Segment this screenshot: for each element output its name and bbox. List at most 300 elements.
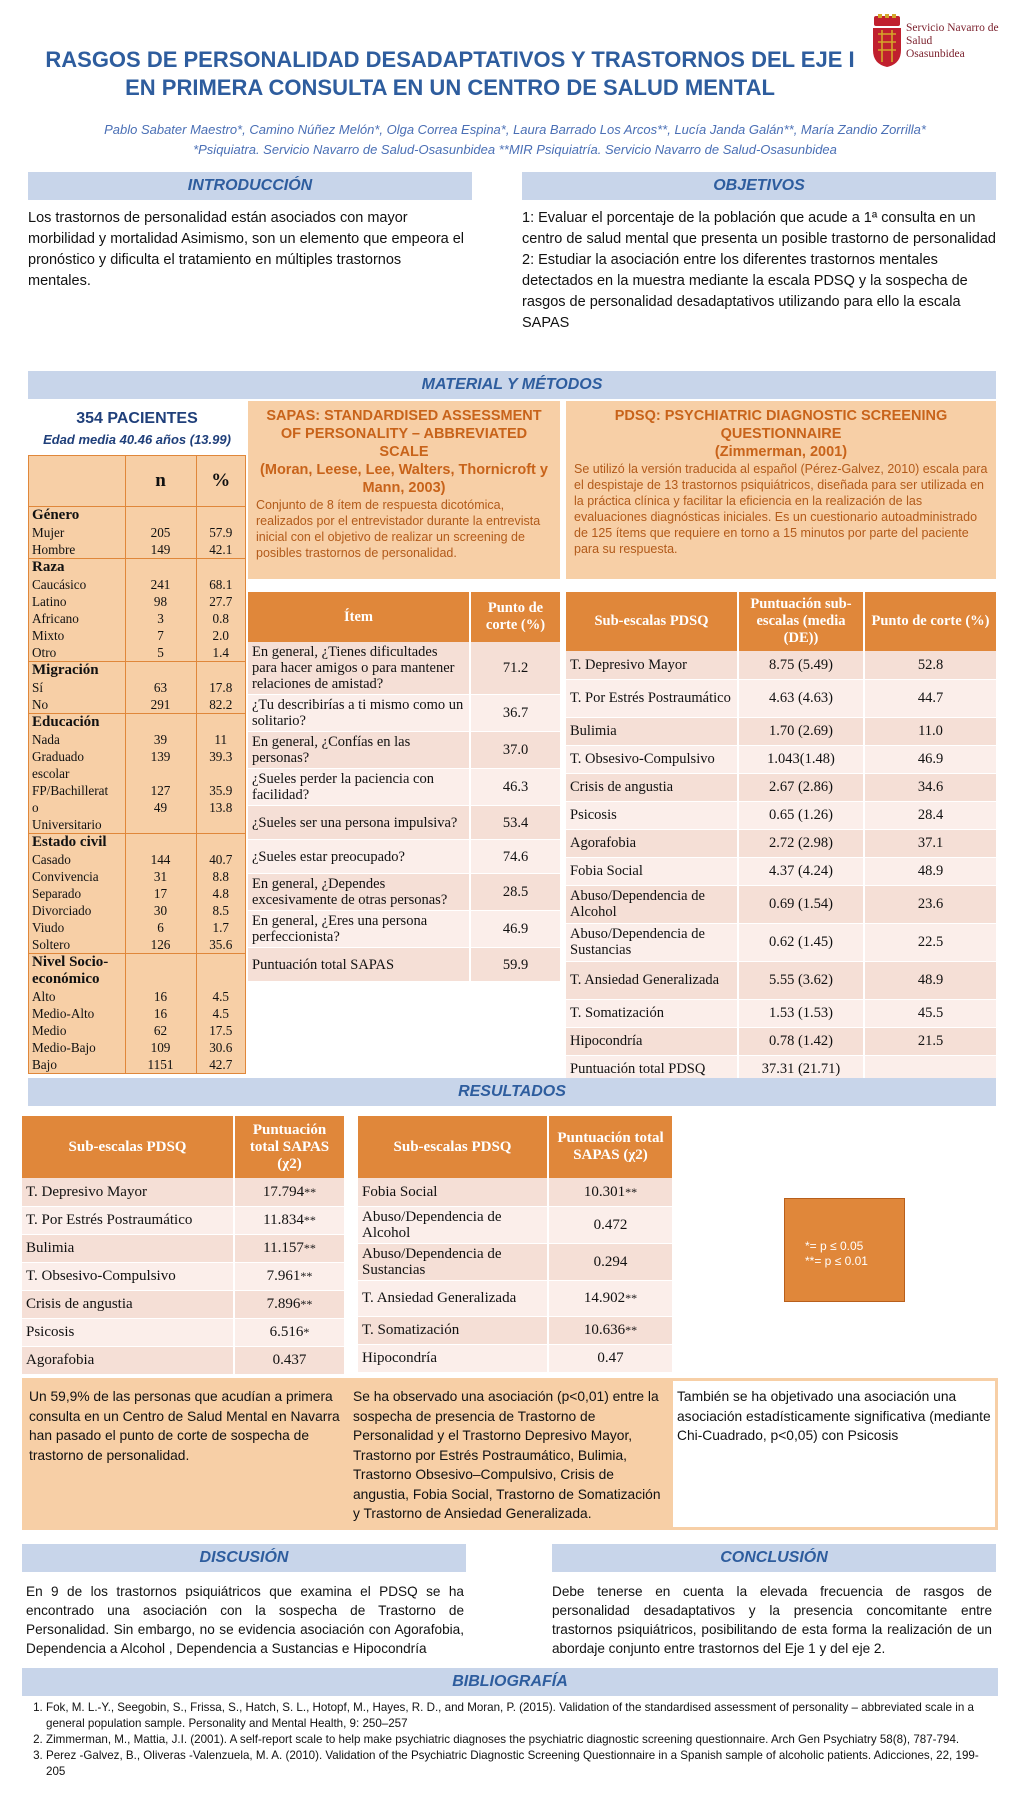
results-subscale-name: Bulimia [22,1234,234,1262]
demographics-section-label: económico [29,971,125,988]
demographics-row [29,1005,245,1022]
pdsq-subscale-score: 37.31 (21.71) [738,1055,864,1083]
pdsq-subscale-cutoff: 45.5 [864,999,996,1027]
sapas-row [248,948,560,982]
pdsq-subscale-cutoff: 44.7 [864,679,996,717]
demographics-label: Medio [29,1022,125,1039]
demographics-label: Latino [29,593,125,610]
demographics-section-label: Nivel Socio- [29,954,125,972]
demographics-n [125,559,196,577]
pdsq-subscale-name: Fobia Social [566,857,738,885]
pdsq-subscale-name: Bulimia [566,717,738,745]
results-row [358,1280,672,1316]
discussion-heading: DISCUSIÓN [22,1544,466,1572]
pdsq-subscale-score: 0.65 (1.26) [738,801,864,829]
pdsq-row [566,801,996,829]
results-left-col-sapas: Puntuación total SAPAS (χ2) [234,1116,344,1178]
demographics-pct: 39.3 [209,749,233,764]
authors: Pablo Sabater Maestro*, Camino Núñez Melón*, Olga Correa Espina*, Laura Barrado Los Arcos**, Lucía Janda Galán**, María Zandio Zorrilla* [104,122,926,137]
finding-3: También se ha objetivado una asociación una asociación estadísticamente significativa (mediante Chi-Cuadrado, p<0,05) con Psicosis [673,1381,995,1527]
demographics-pct: 13.8 [209,800,233,815]
results-row [22,1290,344,1318]
results-subscale-name: Crisis de angustia [22,1290,234,1318]
sapas-item: ¿Sueles perder la paciencia con facilidad? [248,769,470,806]
sapas-cutoff-value: 37.0 [470,732,560,769]
results-chi2-cell [548,1206,672,1243]
demographics-section-label: Género [29,507,125,525]
results-chi2-value: 7.961 [266,1268,301,1284]
demographics-row [29,679,245,696]
results-row [22,1262,344,1290]
pdsq-col-score: Puntuación sub-escalas (media (DE)) [738,592,864,651]
bibliography-item: 1. Fok, M. L.-Y., Seegobin, S., Frissa, S., Hatch, S. L., Hotopf, M., Hayes, R. D., and Moran, P. (2015). Validation of the standardised assessment of personality – abbreviated scale in a general population sample. Personality and Mental Health, 9: 250–257 [46,1700,992,1732]
demographics-label: Nada [29,731,125,748]
results-subscale-name: Abuso/Dependencia de Alcohol [358,1206,548,1243]
pdsq-subscale-score: 5.55 (3.62) [738,961,864,999]
demographics-section-label: Educación [29,714,125,732]
demographics-pct: 11 [214,732,228,747]
pdsq-subscale-score: 2.72 (2.98) [738,829,864,857]
demographics-pct: 42.1 [209,542,233,557]
sapas-item: ¿Sueles estar preocupado? [248,840,470,874]
demographics-n [125,971,196,988]
logo [870,14,1018,68]
demographics-n [125,662,196,680]
finding-1: Un 59,9% de las personas que acudían a primera consulta en un Centro de Salud Mental en Navarra han pasado el punto de corte de sospecha de trastorno de personalidad. [29,1389,340,1463]
results-subscale-name: Fobia Social [358,1178,548,1206]
demographics-n: 291 [125,696,196,714]
demographics-n [125,834,196,852]
demographics-row [29,782,245,799]
results-chi2-cell [234,1234,344,1262]
demographics-label: escolar [29,765,125,782]
results-subscale-name: T. Ansiedad Generalizada [358,1280,548,1316]
pdsq-subscale-name: Crisis de angustia [566,773,738,801]
demographics-row [29,524,245,541]
demographics-label: Soltero [29,936,125,954]
pdsq-row [566,679,996,717]
pdsq-subscale-name: T. Depresivo Mayor [566,651,738,679]
significance-marker: ** [625,1184,638,1199]
results-chi2-value: 10.636 [583,1322,626,1338]
sapas-cutoff-value: 71.2 [470,642,560,695]
pdsq-subscale-name: Hipocondría [566,1027,738,1055]
results-heading: RESULTADOS [28,1078,996,1106]
demographics-n: 126 [125,936,196,954]
results-chi2-value: 0.47 [597,1350,624,1366]
findings-panel [22,1378,998,1530]
pdsq-subscale-name: Psicosis [566,801,738,829]
authors-block [20,120,1010,160]
pdsq-subscale-name: T. Obsesivo-Compulsivo [566,745,738,773]
discussion-text: En 9 de los trastornos psiquiátricos que examina el PDSQ se ha encontrado una asociación con la sospecha de Trastorno de Personalidad. Sin embargo, no se evidencia asociación con Agorafobia, Dependencia a Alcohol , Dependencia a Sustancias e Hipocondría [26,1584,464,1656]
results-chi2-cell [548,1344,672,1372]
pdsq-col-subscale: Sub-escalas PDSQ [566,592,738,651]
demographics-section-row [29,559,245,577]
pdsq-subscale-name: T. Por Estrés Postraumático [566,679,738,717]
demographics-pct: 1.4 [212,645,229,660]
demographics-n: 5 [125,644,196,662]
demographics-label: Otro [29,644,125,662]
demo-head-n: n [125,456,196,507]
demographics-label: Universitario [29,816,125,834]
demographics-section-label: Migración [29,662,125,680]
demographics-label: Medio-Bajo [29,1039,125,1056]
pdsq-row [566,961,996,999]
results-chi2-cell [234,1178,344,1206]
pdsq-description: Se utilizó la versión traducida al español (Pérez-Galvez, 2010) escala para el despistaje de 13 trastornos psiquiátricos, diseñada para ser utilizada en la práctica clínica y facilitar la eficiencia en la realización de las evaluaciones diagnósticas iniciales. Es un cuestionario autoadministrado de 125 ítems que requiere en torno a 15 minutos por parte del paciente para su respuesta. [574,462,988,556]
title-line-1: RASGOS DE PERSONALIDAD DESADAPTATIVOS Y TRASTORNOS DEL EJE I [45,47,855,72]
sapas-reference: (Moran, Leese, Lee, Walters, Thornicroft y Mann, 2003) [260,462,548,496]
demographics-section-row [29,954,245,972]
demographics-n: 1151 [125,1056,196,1073]
objective-2: 2: Estudiar la asociación entre los diferentes trastornos mentales detectados en la muestra mediante la escala PDSQ y la sospecha de rasgos de personalidad desadaptativos utilizando para ello la escala SAPAS [522,252,968,331]
demographics-pct: 35.9 [209,783,233,798]
objectives-text [522,208,1000,334]
sapas-box [248,401,560,579]
results-subscale-name: Psicosis [22,1318,234,1346]
mean-age: Edad media 40.46 años (13.99) [43,432,231,447]
demographics-row [29,902,245,919]
demographics-label: o [29,799,125,816]
sapas-col-cutoff: Punto de corte (%) [470,592,560,642]
significance-marker: ** [625,1323,638,1337]
sapas-item: ¿Sueles ser una persona impulsiva? [248,806,470,840]
sapas-description: Conjunto de 8 ítem de respuesta dicotómica, realizados por el entrevistador durante la entrevista inicial con el objetivo de realizar un screening de posibles trastornos de personalidad. [256,498,541,560]
results-chi2-cell [234,1206,344,1234]
demographics-pct: 30.6 [209,1040,233,1055]
conclusion-text: Debe tenerse en cuenta la elevada frecuencia de rasgos de personalidad desadaptativos y la presencia concomitante entre trastornos psiquiátricos, posibilitando de esta forma la realización de un abordaje conjunto entre trastornos del Eje 1 y del eje 2. [552,1584,992,1656]
demographics-pct: 17.5 [209,1023,233,1038]
demographics-label: Mujer [29,524,125,541]
pdsq-row [566,923,996,961]
demographics-row [29,1056,245,1073]
demographics-pct [196,816,245,834]
demographics-label: Viudo [29,919,125,936]
objective-1: 1: Evaluar el porcentaje de la población que acude a 1ª consulta en un centro de salud mental que presenta un posible trastorno de personalidad [522,210,996,247]
results-chi2-value: 7.896 [266,1296,301,1312]
demographics-pct: 35.6 [209,937,233,952]
sapas-cutoff-value: 28.5 [470,874,560,911]
results-table-left [22,1116,344,1375]
demographics-n: 39 [125,731,196,748]
sapas-cutoff-value: 46.3 [470,769,560,806]
results-chi2-cell [234,1290,344,1318]
sapas-row [248,806,560,840]
demographics-n [125,816,196,834]
pdsq-row [566,745,996,773]
poster-title [20,46,880,102]
demographics-n: 98 [125,593,196,610]
demographics-pct [196,765,245,782]
bibliography-item: 3. Perez -Galvez, B., Oliveras -Valenzuela, M. A. (2010). Validation of the Psychiatric Diagnostic Screening Questionnaire in a Spanish sample of alcoholic patients. Adicciones, 22, 199-205 [46,1748,992,1780]
significance-marker: ** [304,1184,317,1199]
results-chi2-cell [234,1346,344,1374]
demographics-row [29,816,245,834]
demographics-pct: 4.5 [212,1006,229,1021]
demographics-n: 30 [125,902,196,919]
pdsq-row [566,1027,996,1055]
results-row [358,1206,672,1243]
sapas-row [248,874,560,911]
pdsq-subscales-table [566,592,996,1084]
pdsq-subscale-score: 0.78 (1.42) [738,1027,864,1055]
demographics-row [29,1039,245,1056]
results-chi2-value: 11.157 [263,1240,304,1256]
pdsq-subscale-score: 2.67 (2.86) [738,773,864,801]
demographics-n [125,765,196,782]
sapas-item: En general, ¿Eres una persona perfeccionista? [248,911,470,948]
pdsq-row [566,885,996,923]
results-chi2-value: 0.472 [593,1216,628,1233]
demographics-label: Divorciado [29,902,125,919]
demographics-section-row [29,714,245,732]
demographics-pct: 2.0 [212,628,229,643]
demographics-label: Hombre [29,541,125,559]
demographics-row [29,851,245,868]
demographics-row [29,593,245,610]
demographics-label: No [29,696,125,714]
pdsq-subscale-cutoff: 23.6 [864,885,996,923]
pdsq-subscale-score: 8.75 (5.49) [738,651,864,679]
pdsq-subscale-cutoff: 11.0 [864,717,996,745]
results-right-col-subscale: Sub-escalas PDSQ [358,1116,548,1178]
results-subscale-name: T. Obsesivo-Compulsivo [22,1262,234,1290]
sapas-table-header [248,592,560,642]
pdsq-subscale-name: Abuso/Dependencia de Sustancias [566,923,738,961]
demographics-pct: 0.8 [212,611,229,626]
demographics-label: Convivencia [29,868,125,885]
demographics-row [29,799,245,816]
sapas-row [248,769,560,806]
results-row [22,1206,344,1234]
demographics-pct: 27.7 [209,594,233,609]
significance-marker: ** [300,1269,313,1283]
demographics-label: FP/Bachillerat [29,782,125,799]
pdsq-subscale-score: 1.53 (1.53) [738,999,864,1027]
significance-marker: * [303,1325,310,1339]
significance-marker: ** [300,1297,313,1311]
demographics-pct: 8.5 [212,903,229,918]
coat-of-arms-icon [870,14,904,68]
demographics-row [29,1022,245,1039]
conclusion-heading: CONCLUSIÓN [552,1544,996,1572]
pdsq-subscale-name: Puntuación total PDSQ [566,1055,738,1083]
demographics-row [29,644,245,662]
demographics-pct [196,662,245,680]
demographics-n [125,954,196,972]
results-left-col-subscale: Sub-escalas PDSQ [22,1116,234,1178]
demographics-pct: 42.7 [209,1057,233,1072]
demographics-pct [196,834,245,852]
logo-line-1: Servicio Navarro de Salud [906,22,999,47]
demographics-label: Africano [29,610,125,627]
results-subscale-name: Abuso/Dependencia de Sustancias [358,1243,548,1280]
demographics-pct [196,971,245,988]
demographics-n: 205 [125,524,196,541]
pdsq-subscale-cutoff: 52.8 [864,651,996,679]
pdsq-table-header [566,592,996,651]
demographics-label: Medio-Alto [29,1005,125,1022]
pdsq-col-cutoff: Punto de corte (%) [864,592,996,651]
patients-count: 354 PACIENTES [76,410,198,427]
demographics-n: 6 [125,919,196,936]
demographics-n: 149 [125,541,196,559]
demographics-pct: 57.9 [209,525,233,540]
results-chi2-value: 11.834 [263,1212,304,1228]
results-row [22,1346,344,1374]
demographics-pct [196,507,245,525]
results-row [358,1243,672,1280]
sapas-cutoff-value: 36.7 [470,695,560,732]
pdsq-subscale-score: 4.37 (4.24) [738,857,864,885]
results-subscale-name: Agorafobia [22,1346,234,1374]
intro-heading: INTRODUCCIÓN [28,172,472,200]
affiliations: *Psiquiatra. Servicio Navarro de Salud-Osasunbidea **MIR Psiquiatría. Servicio Navarro de Salud-Osasunbidea [193,142,837,157]
demographics-n: 49 [125,799,196,816]
sapas-row [248,840,560,874]
demographics-n: 109 [125,1039,196,1056]
demographics-row [29,765,245,782]
demographics-row [29,868,245,885]
sapas-item: ¿Tu describirías a ti mismo como un solitario? [248,695,470,732]
methods-heading: MATERIAL Y MÉTODOS [28,371,996,399]
pdsq-row [566,651,996,679]
pdsq-subscale-cutoff: 21.5 [864,1027,996,1055]
demographics-n: 127 [125,782,196,799]
demographics-n: 63 [125,679,196,696]
results-chi2-value: 6.516 [269,1324,304,1340]
demographics-section-row [29,662,245,680]
legend-p001: **= p ≤ 0.01 [805,1254,868,1268]
demographics-n: 17 [125,885,196,902]
sapas-row [248,911,560,948]
demographics-section-row [29,507,245,525]
pdsq-subscale-score: 1.70 (2.69) [738,717,864,745]
sapas-cutoff-value: 46.9 [470,911,560,948]
bibliography-heading: BIBLIOGRAFÍA [22,1668,998,1696]
results-chi2-value: 0.294 [593,1253,628,1270]
pdsq-subscale-score: 4.63 (4.63) [738,679,864,717]
results-chi2-cell [234,1262,344,1290]
significance-marker: ** [303,1213,316,1227]
demographics-row [29,731,245,748]
demographics-label: Sí [29,679,125,696]
pdsq-subscale-score: 0.69 (1.54) [738,885,864,923]
pdsq-row [566,999,996,1027]
demographics-pct: 4.5 [212,989,229,1004]
pdsq-box [566,401,996,579]
demographics-section-row [29,834,245,852]
demographics-pct: 1.7 [212,920,229,935]
demographics-n: 241 [125,576,196,593]
demographics-pct [196,559,245,577]
pdsq-subscale-score: 1.043(1.48) [738,745,864,773]
results-chi2-cell [548,1178,672,1206]
demographics-row [29,919,245,936]
demographics-n: 31 [125,868,196,885]
demographics-row [29,610,245,627]
results-row [22,1234,344,1262]
results-chi2-value: 14.902 [583,1290,626,1306]
pdsq-subscale-cutoff: 34.6 [864,773,996,801]
pdsq-row [566,857,996,885]
demographics-row [29,627,245,644]
pdsq-subscale-name: Abuso/Dependencia de Alcohol [566,885,738,923]
pdsq-row [566,829,996,857]
demographics-section-row [29,971,245,988]
pdsq-subscale-score: 0.62 (1.45) [738,923,864,961]
results-chi2-value: 17.794 [262,1183,305,1200]
results-chi2-cell [548,1280,672,1316]
significance-marker: ** [625,1291,638,1305]
demographics-label: Alto [29,988,125,1005]
demographics-row [29,885,245,902]
results-chi2-cell [234,1318,344,1346]
title-line-2: EN PRIMERA CONSULTA EN UN CENTRO DE SALUD MENTAL [125,75,775,100]
results-chi2-cell [548,1316,672,1344]
results-row [358,1178,672,1206]
demographics-label: Mixto [29,627,125,644]
sapas-row [248,695,560,732]
demographics-label: Graduado [29,748,125,765]
sapas-item: Puntuación total SAPAS [248,948,470,982]
demographics-n: 144 [125,851,196,868]
sapas-cutoff-value: 74.6 [470,840,560,874]
demographics-row [29,988,245,1005]
demographics-pct: 8.8 [212,869,229,884]
demographics-header-row [29,456,245,507]
sapas-cutoff-value: 59.9 [470,948,560,982]
demographics-section-label: Raza [29,559,125,577]
demographics-row [29,696,245,714]
pdsq-title: PDSQ: PSYCHIATRIC DIAGNOSTIC SCREENING QUESTIONNAIRE [614,408,948,442]
finding-2: Se ha observado una asociación (p<0,01) entre la sospecha de presencia de Trastorno de Personalidad y el Trastorno Depresivo Mayor, Trastorno por Estrés Postraumático, Bulimia, Trastorno Obsesivo–Compulsivo, Crisis de angustia, Fobia Social, Trastorno de Somatización y Trastorno de Ansiedad Generalizada. [353,1389,661,1521]
sapas-row [248,732,560,769]
demographics-n: 16 [125,988,196,1005]
sapas-item: En general, ¿Confías en las personas? [248,732,470,769]
demographics-row [29,936,245,954]
demographics-pct: 17.8 [209,680,233,695]
pdsq-subscale-name: Agorafobia [566,829,738,857]
intro-text: Los trastornos de personalidad están asociados con mayor morbilidad y mortalidad Asimismo, son un elemento que empeora el pronóstico y dificulta el tratamiento en múltiples trastornos mentales. [28,210,465,289]
results-subscale-name: Hipocondría [358,1344,548,1372]
results-table-right [358,1116,672,1373]
sapas-title: SAPAS: STANDARDISED ASSESSMENT OF PERSONALITY – ABBREVIATED SCALE [266,408,542,460]
demographics-label: Bajo [29,1056,125,1073]
bibliography-item: 2. Zimmerman, M., Mattia, J.I. (2001). A self-report scale to help make psychiatric diagnoses the psychiatric diagnostic screening questionnaire. Arch Gen Psychiatry 58(8), 787-794. [46,1732,992,1748]
pdsq-subscale-cutoff: 28.4 [864,801,996,829]
bibliography-list [26,1700,992,1780]
demographics-n: 16 [125,1005,196,1022]
demographics-pct: 40.7 [209,852,233,867]
pdsq-subscale-cutoff: 48.9 [864,961,996,999]
sapas-row [248,642,560,695]
pdsq-subscale-name: T. Somatización [566,999,738,1027]
demographics-label: Caucásico [29,576,125,593]
sapas-col-item: Ítem [248,592,470,642]
results-row [358,1316,672,1344]
results-subscale-name: T. Somatización [358,1316,548,1344]
demographics-n [125,714,196,732]
significance-legend [784,1198,905,1302]
pdsq-subscale-name: T. Ansiedad Generalizada [566,961,738,999]
pdsq-subscale-cutoff: 48.9 [864,857,996,885]
sapas-item: En general, ¿Dependes excesivamente de otras personas? [248,874,470,911]
sapas-items-table [248,592,560,982]
results-chi2-cell [548,1243,672,1280]
demographics-table [28,455,246,1074]
